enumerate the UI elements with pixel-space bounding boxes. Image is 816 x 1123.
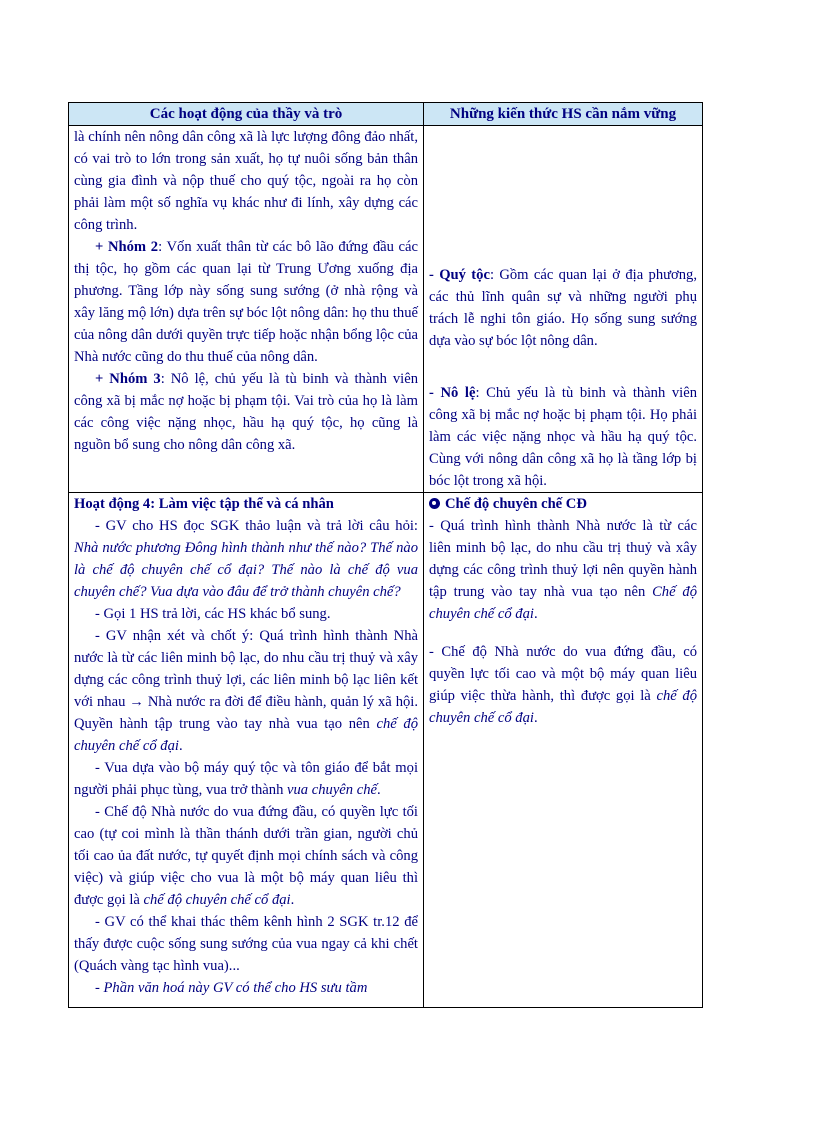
paragraph: - GV cho HS đọc SGK thảo luận và trả lời câu hỏi: Nhà nước phương Đông hình thành như thế nào? Thế nào là chế độ chuyên chế cổ đại? Thế nào là chế độ vua chuyên chế? Vua dựa vào đâu để trở thành chuyên chế? — [74, 518, 418, 600]
paragraph: - Phần văn hoá này GV có thể cho HS sưu tầm — [95, 980, 368, 996]
paragraph: - Quý tộc: Gồm các quan lại ở địa phương, các thủ lĩnh quân sự và những người phụ trách lễ nghi tôn giáo. Họ sống sung sướng dựa vào sự bóc lột nông dân. — [429, 267, 697, 349]
paragraph: - Vua dựa vào bộ máy quý tộc và tôn giáo để bắt mọi người phải phục tùng, vua trở thành vua chuyên chế. — [74, 760, 418, 798]
paragraph: là chính nên nông dân công xã là lực lượng đông đảo nhất, có vai trò to lớn trong sản xuất, họ tự nuôi sống bản thân cùng gia đình và nộp thuế cho quý tộc, ngoài ra họ còn phải làm một số nghĩa vụ khác như đi lính, xây dựng các công trình. — [74, 129, 418, 233]
paragraph: - Chế độ Nhà nước do vua đứng đầu, có quyền lực tối cao và một bộ máy quan liêu giúp việc thừa hành, thì được gọi là chế độ chuyên chế cổ đại. — [429, 644, 697, 726]
paragraph: - Quá trình hình thành Nhà nước là từ các liên minh bộ lạc, do nhu cầu trị thuỷ và xây dựng các công trình thuỷ lợi nên quyền hành tập trung vào tay nhà vua tạo nên Chế độ chuyên chế cổ đại. — [429, 518, 697, 622]
paragraph: + Nhóm 2: Vốn xuất thân từ các bô lão đứng đầu các thị tộc, họ gồm các quan lại từ Trung Ương xuống địa phương. Tầng lớp này sống sung sướng (ở nhà rộng và xây lăng mộ lớn) dựa trên sự bóc lột nông dân: họ thu thuế của nông dân dưới quyền trực tiếp hoặc nhận bổng lộc của Nhà nước cũng do thu thuế của nông dân. — [74, 239, 418, 365]
paragraph: - Nô lệ: Chủ yếu là tù binh và thành viên công xã bị mắc nợ hoặc bị phạm tội. Họ phải làm các việc nặng nhọc và hầu hạ quý tộc. Cùng với nông dân công xã họ là tầng lớp bị bóc lột trong xã hội. — [429, 385, 697, 489]
header-row — [69, 103, 703, 126]
paragraph: - Chế độ Nhà nước do vua đứng đầu, có quyền lực tối cao (tự coi mình là thần thánh dưới trần gian, người chủ tối cao ủa đất nước, tự quyết định mọi chính sách và công việc) và giúp việc cho vua là một bộ máy quan liêu thì được gọi là chế độ chuyên chế cổ đại. — [74, 804, 418, 908]
lesson-table — [68, 102, 703, 1008]
group-label: + Nhóm 2 — [95, 239, 159, 255]
activities-cell — [69, 126, 424, 493]
activity-title: Hoạt động 4: Làm việc tập thể và cá nhân — [74, 496, 334, 512]
bullet-icon — [429, 498, 440, 509]
table-row — [69, 493, 703, 1008]
activities-cell — [69, 493, 424, 1008]
section-title: Chế độ chuyên chế CĐ — [429, 493, 697, 515]
knowledge-cell — [424, 493, 703, 1008]
knowledge-cell — [424, 126, 703, 493]
group-label: + Nhóm 3 — [95, 371, 161, 387]
header-activities: Các hoạt động của thầy và trò — [69, 103, 424, 126]
term-label: - Nô lệ — [429, 385, 476, 401]
header-knowledge: Những kiến thức HS cần nắm vững — [424, 103, 703, 126]
paragraph: - Gọi 1 HS trả lời, các HS khác bổ sung. — [95, 606, 331, 622]
term-label: - Quý tộc — [429, 267, 490, 283]
table-row — [69, 126, 703, 493]
paragraph: - GV nhận xét và chốt ý: Quá trình hình thành Nhà nước là từ các liên minh bộ lạc, do nhu cầu trị thuỷ và xây dựng các công trình thuỷ lợi, các liên minh bộ lạc liên kết với nhau → Nhà nước ra đời để điều hành, quản lý xã hội. Quyền hành tập trung vào tay nhà vua tạo nên chế độ chuyên chế cổ đại. — [74, 628, 418, 754]
paragraph: + Nhóm 3: Nô lệ, chủ yếu là tù binh và thành viên công xã bị mắc nợ hoặc bị phạm tội. Vai trò của họ là làm các công việc nặng nhọc, hầu hạ quý tộc, họ cũng là nguồn bổ sung cho nông dân công xã. — [74, 371, 418, 453]
paragraph: - GV có thể khai thác thêm kênh hình 2 SGK tr.12 để thấy được cuộc sống sung sướng của vua ngay cả khi chết (Quách vàng tạc hình vua)... — [74, 914, 418, 974]
